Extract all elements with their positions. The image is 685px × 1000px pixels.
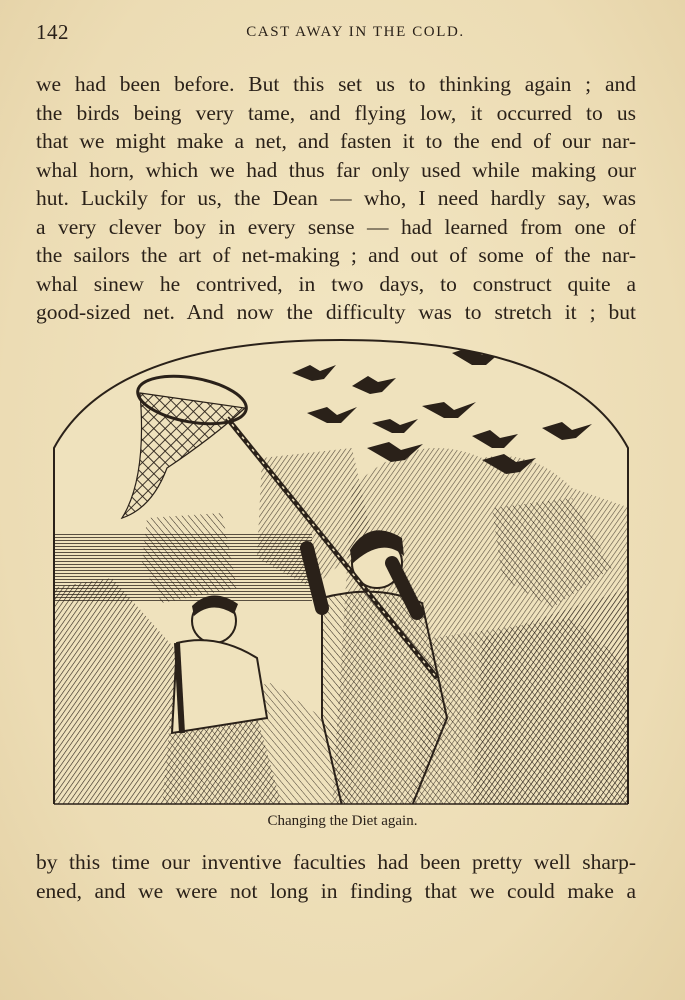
text-line: a very clever boy in every sense — had learned from one of [36, 214, 636, 239]
body-paragraph-top [36, 70, 636, 327]
text-line: we had been before. But this set us to thinking again ; and [36, 72, 636, 96]
running-head: CAST AWAY IN THE COLD. [246, 24, 465, 40]
page-header [36, 20, 635, 46]
text-line: whal sinew he contrived, in two days, to construct quite a [36, 271, 636, 296]
body-paragraph-bottom [36, 848, 636, 905]
text-line: good-sized net. And now the difficulty was to stretch it ; but [36, 300, 636, 324]
text-line: ened, and we were not long in finding that we could make a [36, 878, 636, 903]
text-line: by this time our inventive faculties had been pretty well sharp- [36, 850, 636, 874]
page-number: 142 [36, 20, 69, 44]
text-line: the sailors the art of net-making ; and out of some of the nar- [36, 243, 636, 267]
text-line: whal horn, which we had thus far only used while making our [36, 157, 636, 182]
illustration-caption: Changing the Diet again. [267, 813, 418, 829]
engraving-illustration [52, 338, 630, 806]
text-line: hut. Luckily for us, the Dean — who, I need hardly say, was [36, 186, 636, 210]
text-line: that we might make a net, and fasten it to the end of our nar- [36, 129, 636, 153]
text-line: the birds being very tame, and flying low, it occurred to us [36, 100, 636, 125]
